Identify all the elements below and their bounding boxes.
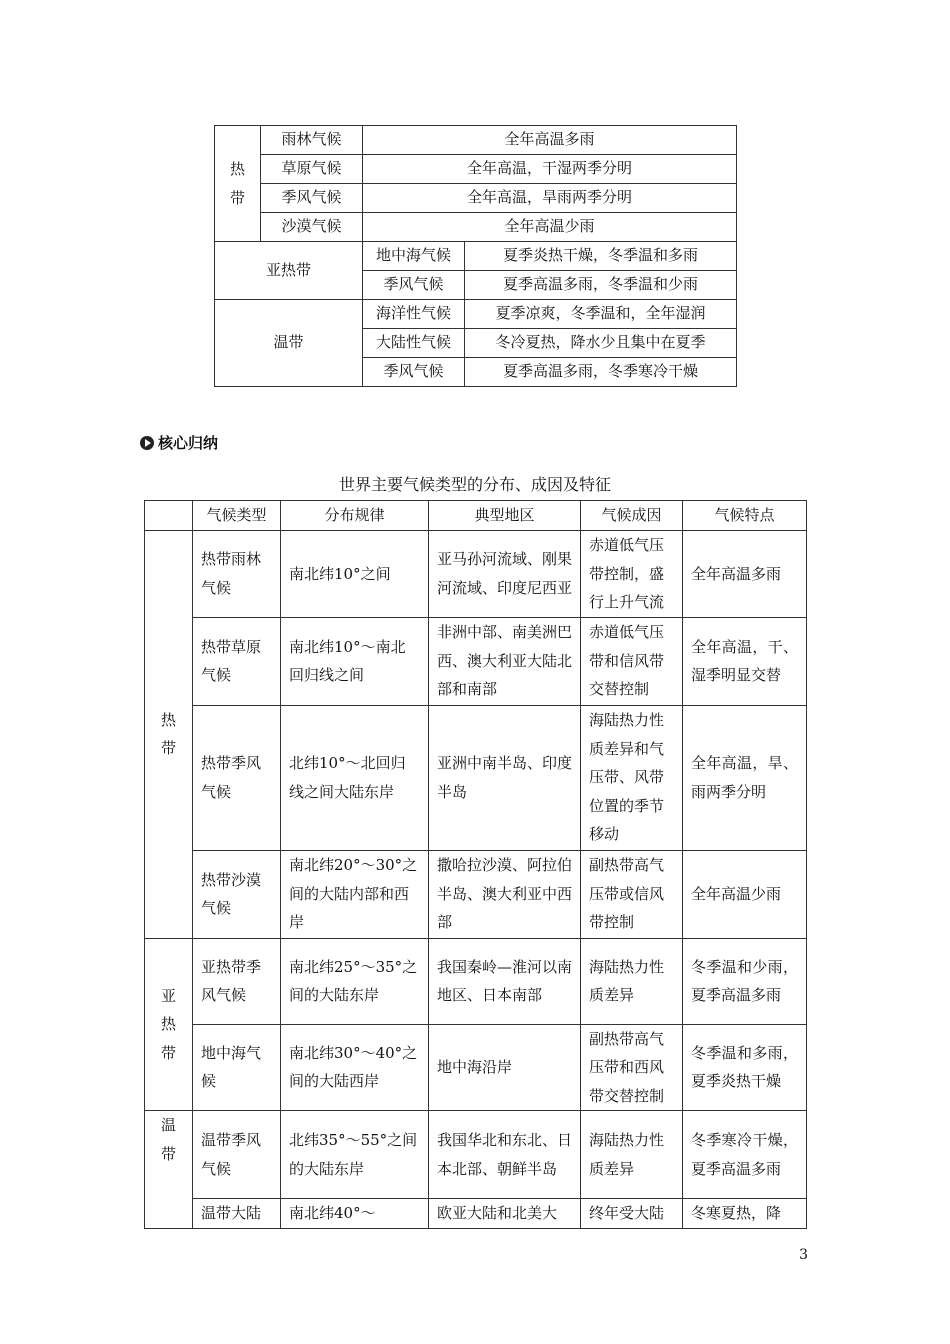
table-row [215,184,737,213]
zone-label [215,155,260,212]
climate-summary-table [214,125,737,387]
climate-type-cell: 热带草原气候 [193,617,281,705]
climate-feature-cell: 夏季高温多雨，冬季温和少雨 [465,271,737,300]
zone-label-char: 带 [160,739,176,758]
regions-cell: 亚马孙河流域、刚果河流域、印度尼西亚 [429,531,581,618]
regions-cell: 我国秦岭—淮河以南地区、日本南部 [429,938,581,1024]
header-cell: 气候特点 [683,501,807,531]
zone-cell-tropical [215,126,261,242]
climate-type-cell: 雨林气候 [261,126,363,155]
cause-cell: 副热带高气压带和西风带交替控制 [581,1024,683,1111]
zone-label-char: 亚 [160,986,176,1005]
climate-type-cell: 热带沙漠气候 [193,850,281,938]
feature-cell: 冬季温和多雨，夏季炎热干燥 [683,1024,807,1111]
climate-type-cell: 热带雨林气候 [193,531,281,618]
distribution-cell: 北纬35°～55°之间的大陆东岸 [281,1111,429,1199]
climate-feature-cell: 全年高温，旱雨两季分明 [363,184,737,213]
table-row [145,938,807,1024]
climate-type-cell: 草原气候 [261,155,363,184]
regions-cell: 欧亚大陆和北美大 [429,1199,581,1229]
table-header-row [145,501,807,531]
zone-label-char: 带 [229,188,245,207]
header-cell: 气候成因 [581,501,683,531]
distribution-cell: 南北纬10°～南北回归线之间 [281,617,429,705]
distribution-cell: 南北纬10°之间 [281,531,429,618]
header-cell: 气候类型 [193,501,281,531]
regions-cell: 非洲中部、南美洲巴西、澳大利亚大陆北部和南部 [429,617,581,705]
table-row [145,1111,807,1199]
table-row [145,1024,807,1111]
cause-cell: 终年受大陆 [581,1199,683,1229]
section-heading [140,432,218,453]
zone-label [145,982,192,1068]
regions-cell: 地中海沿岸 [429,1024,581,1111]
climate-feature-cell: 冬冷夏热，降水少且集中在夏季 [465,329,737,358]
zone-cell-subtropical: 亚热带 [215,242,363,300]
zone-label-char: 带 [160,1043,176,1062]
climate-type-cell: 大陆性气候 [363,329,465,358]
climate-type-cell: 温带季风气候 [193,1111,281,1199]
feature-cell: 全年高温，干、湿季明显交替 [683,617,807,705]
feature-cell: 冬寒夏热，降 [683,1199,807,1229]
feature-cell: 全年高温，旱、雨两季分明 [683,705,807,850]
page-number: 3 [799,1247,808,1263]
climate-feature-cell: 全年高温，干湿两季分明 [363,155,737,184]
header-cell [145,501,193,531]
table-row [145,850,807,938]
zone-label-char: 温 [160,1116,176,1134]
zone-cell-temperate: 温带 [215,300,363,387]
table-row [145,1199,807,1229]
climate-feature-cell: 夏季凉爽，冬季温和，全年湿润 [465,300,737,329]
cause-cell: 赤道低气压带控制，盛行上升气流 [581,531,683,618]
climate-type-cell: 地中海气候 [363,242,465,271]
climate-type-cell: 温带大陆 [193,1199,281,1229]
climate-type-cell: 季风气候 [363,358,465,387]
regions-cell: 亚洲中南半岛、印度半岛 [429,705,581,850]
cause-cell: 海陆热力性质差异 [581,938,683,1024]
table-row [215,213,737,242]
zone-label-char: 带 [160,1144,176,1163]
zone-cell-tropical [145,531,193,939]
distribution-cell: 南北纬20°～30°之间的大陆内部和西岸 [281,850,429,938]
climate-feature-cell: 全年高温多雨 [363,126,737,155]
table-row [215,155,737,184]
climate-type-cell: 热带季风气候 [193,705,281,850]
cause-cell: 副热带高气压带或信风带控制 [581,850,683,938]
climate-type-cell: 季风气候 [363,271,465,300]
zone-label [145,706,192,763]
distribution-cell: 南北纬25°～35°之间的大陆东岸 [281,938,429,1024]
zone-label-char: 热 [229,160,245,178]
cause-cell: 海陆热力性质差异和气压带、风带位置的季节移动 [581,705,683,850]
climate-feature-cell: 夏季高温多雨，冬季寒冷干燥 [465,358,737,387]
zone-cell-subtropical [145,938,193,1111]
table-row [215,242,737,271]
regions-cell: 我国华北和东北、日本北部、朝鲜半岛 [429,1111,581,1199]
feature-cell: 全年高温多雨 [683,531,807,618]
regions-cell: 撒哈拉沙漠、阿拉伯半岛、澳大利亚中西部 [429,850,581,938]
zone-label-char: 热 [160,710,176,729]
header-cell: 分布规律 [281,501,429,531]
header-cell: 典型地区 [429,501,581,531]
climate-feature-cell: 全年高温少雨 [363,213,737,242]
cause-cell: 赤道低气压带和信风带交替控制 [581,617,683,705]
table-row [145,531,807,618]
cause-cell: 海陆热力性质差异 [581,1111,683,1199]
zone-cell-temperate [145,1111,193,1229]
feature-cell: 全年高温少雨 [683,850,807,938]
climate-type-cell: 沙漠气候 [261,213,363,242]
play-circle-icon [140,436,154,450]
distribution-cell: 南北纬40°～ [281,1199,429,1229]
distribution-cell: 北纬10°～北回归线之间大陆东岸 [281,705,429,850]
section-heading-text: 核心归纳 [158,434,219,452]
climate-type-cell: 海洋性气候 [363,300,465,329]
feature-cell: 冬季寒冷干燥，夏季高温多雨 [683,1111,807,1199]
distribution-cell: 南北纬30°～40°之间的大陆西岸 [281,1024,429,1111]
table-caption: 世界主要气候类型的分布、成因及特征 [338,475,611,494]
table-row [215,126,737,155]
climate-type-cell: 地中海气候 [193,1024,281,1111]
climate-feature-cell: 夏季炎热干燥，冬季温和多雨 [465,242,737,271]
feature-cell: 冬季温和少雨，夏季高温多雨 [683,938,807,1024]
climate-type-cell: 季风气候 [261,184,363,213]
climate-type-cell: 亚热带季风气候 [193,938,281,1024]
table-row [215,300,737,329]
zone-label-char: 热 [160,1015,176,1033]
table-row [145,705,807,850]
climate-types-table [144,500,807,1229]
table-row [145,617,807,705]
zone-label [145,1111,192,1168]
